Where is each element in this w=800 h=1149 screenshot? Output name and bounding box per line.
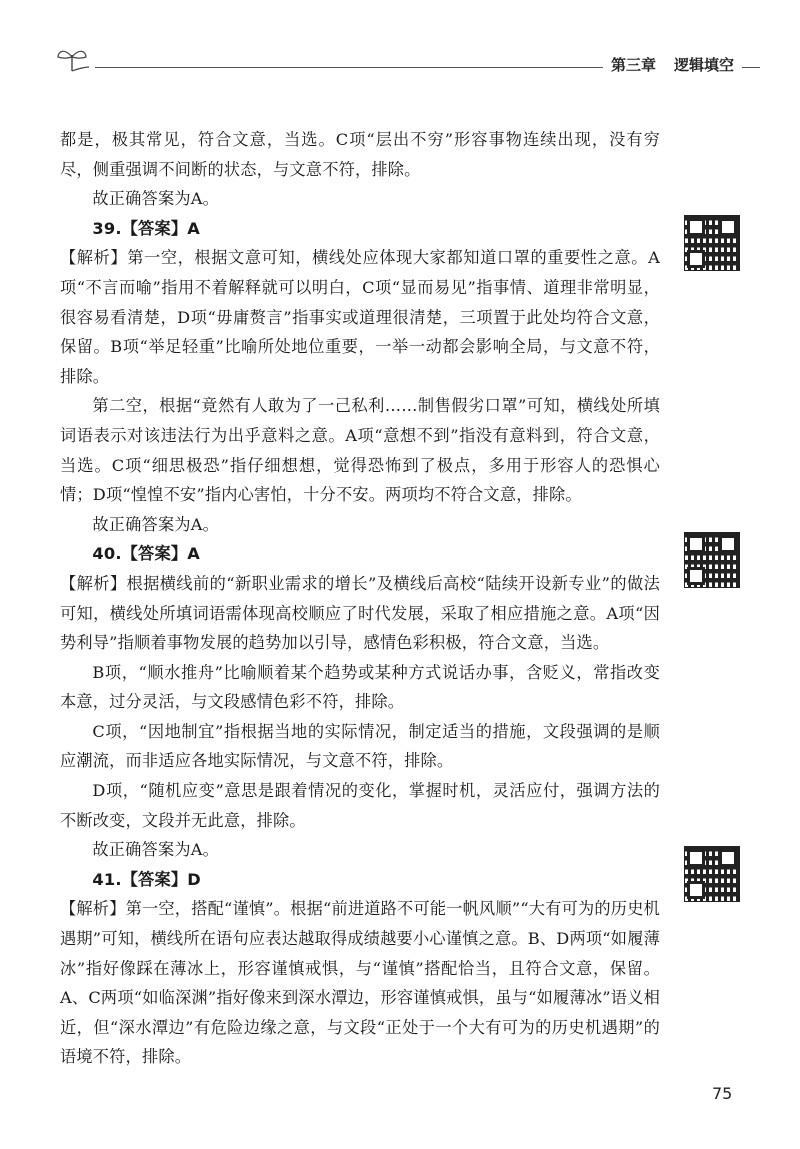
qr-code-icon[interactable] — [684, 215, 740, 271]
question-40-option-c: C项，“因地制宜”指根据当地的实际情况，制定适当的措施，文段强调的是顺应潮流，而非适应各地实际情况，与文意不符，排除。 — [60, 721, 660, 771]
page-number: 75 — [712, 1084, 733, 1103]
answer-conclusion: 故正确答案为A。 — [92, 840, 219, 860]
chapter-number: 第三章 — [610, 56, 656, 74]
qr-code-icon[interactable] — [684, 846, 740, 902]
question-39-analysis: 【解析】第一空，根据文意可知，横线处应体现大家都知道口罩的重要性之意。A项“不言而喻”指用不着解释就可以明白，C项“显而易见”指事情、道理非常明显，很容易看清楚，D项“毋庸赘言”指事实或道理很清楚，三项置于此处均符合文意，保留。B项“举足轻重”比喻所处地位重要，一举一动都会影响全局，与文意不符，排除。 — [60, 248, 660, 386]
question-41-analysis: 【解析】第一空，搭配“谨慎”。根据“前进道路不可能一帆风顺”“大有可为的历史机遇期”可知，横线所在语句应表达越取得成绩越要小心谨慎之意。B、D两项“如履薄冰”指好像踩在薄冰上，形容谨慎戒惧，与“谨慎”搭配恰当，且符合文意，保留。A、C两项“如临深渊”指好像来到深水潭边，形容谨慎戒惧，虽与“如履薄冰”语义相近，但“深水潭边”有危险边缘之意，与文段“正处于一个大有可为的历史机遇期”的语境不符，排除。 — [60, 899, 660, 1067]
question-40-option-d: D项，“随机应变”意思是跟着情况的变化，掌握时机，灵活应付，强调方法的不断改变，文段并无此意，排除。 — [60, 781, 660, 830]
question-40-option-b: B项，“顺水推舟”比喻顺着某个趋势或某种方式说话办事，含贬义，常指改变本意，过分灵活，与文段感情色彩不符，排除。 — [60, 662, 660, 712]
answer-conclusion: 故正确答案为A。 — [92, 514, 219, 534]
leaf-icon — [55, 45, 89, 73]
chapter-title: 逻辑填空 — [673, 56, 734, 74]
page-body — [60, 125, 660, 1072]
question-39-answer: 39.【答案】A — [92, 218, 200, 238]
question-41-answer: 41.【答案】D — [92, 869, 201, 889]
answer-conclusion: 故正确答案为A。 — [92, 189, 219, 209]
qr-code-icon[interactable] — [684, 532, 740, 588]
question-40-answer: 40.【答案】A — [92, 544, 200, 564]
question-40-analysis: 【解析】根据横线前的“新职业需求的增长”及横线后高校“陆续开设新专业”的做法可知，横线处所填词语需体现高校顺应了时代发展，采取了相应措施之意。A项“因势利导”指顺着事物发展的趋势加以引导，感情色彩积极，符合文意，当选。 — [60, 573, 660, 653]
paragraph-continuation: 都是，极其常见，符合文意，当选。C项“层出不穷”形容事物连续出现，没有穷尽，侧重强调不间断的状态，与文意不符，排除。 — [60, 130, 660, 179]
chapter-heading — [603, 54, 742, 75]
page-header — [0, 0, 800, 90]
question-39-analysis-second: 第二空，根据“竟然有人敢为了一己私利……制售假劣口罩”可知，横线处所填词语表示对该违法行为出乎意料之意。A项“意想不到”指没有意料到，符合文意，当选。C项“细思极恐”指仔细想想，觉得恐怖到了极点，多用于形容人的恐惧心情；D项“惶惶不安”指内心害怕，十分不安。两项均不符合文意，排除。 — [60, 396, 660, 505]
